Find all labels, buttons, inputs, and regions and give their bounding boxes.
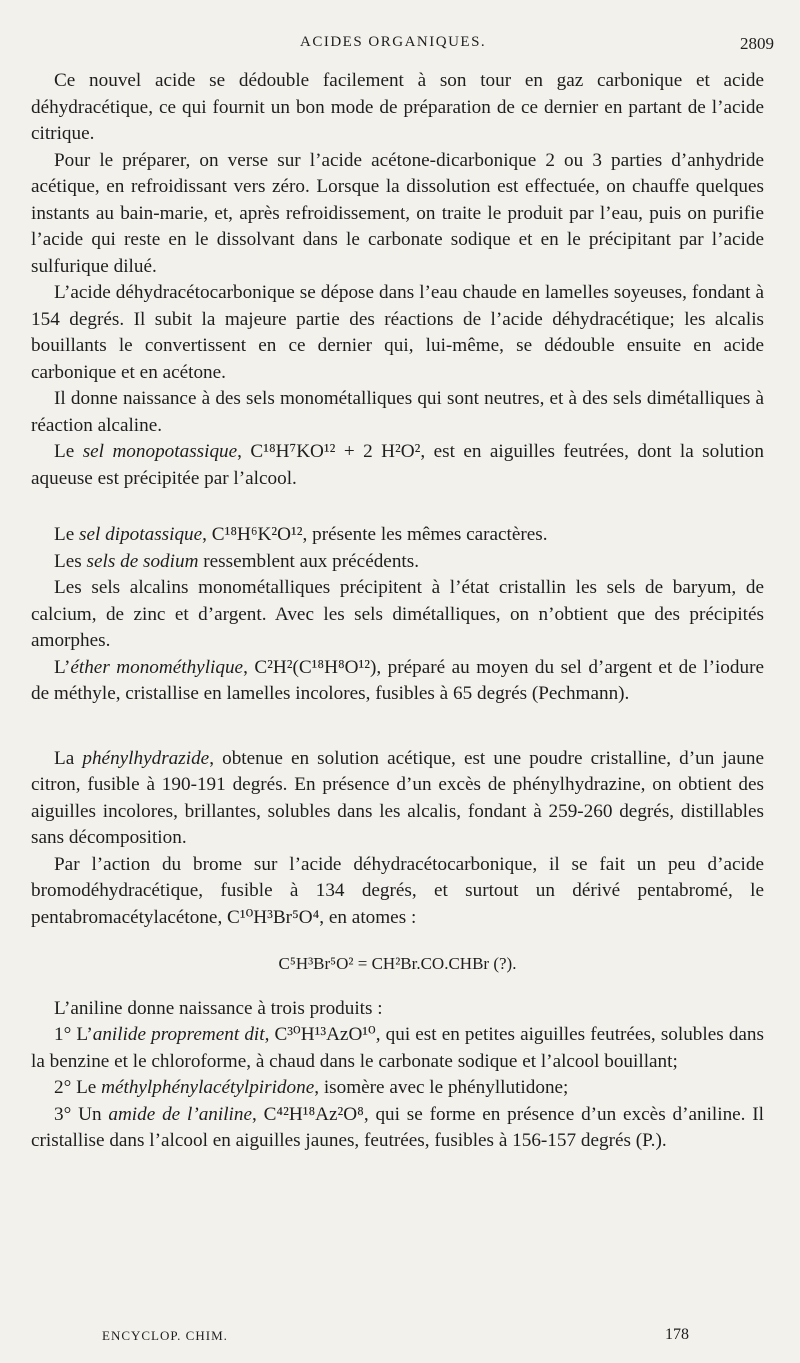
paragraph: Les sels alcalins monométalliques précipitent à l’état cristallin les sels de baryum, de calcium, de zinc et d’argent. Avec les sels dimétalliques, on n’obtient que des précipités amorphes. <box>31 577 764 651</box>
paragraph: L’acide déhydracétocarbonique se dépose dans l’eau chaude en lamelles soyeuses, fondant à 154 degrés. Il subit la majeure partie des réactions de l’acide déhydracétique; les alcalis bouillants le convertissent en ce dernier qui, lui-même, se dédouble ensuite en acide carbonique et en acétone. <box>31 282 764 383</box>
italic-term: sels de sodium <box>86 550 199 572</box>
paragraph: Par l’action du brome sur l’acide déhydracétocarbonique, il se fait un peu d’acide bromodéhydracétique, fusible à 134 degrés, et surtout un dérivé pentabromé, le pentabromacétylacétone, C¹⁰H³Br⁵O⁴, en atomes : <box>31 853 764 928</box>
text: ressemblent aux précédents. <box>198 550 420 572</box>
italic-term: anilide proprement dit <box>92 1024 265 1045</box>
paragraph <box>31 1022 764 1075</box>
text: 1° L’ <box>54 1024 93 1045</box>
paragraph <box>31 1102 764 1155</box>
footer-sheet-number: 178 <box>665 1326 689 1343</box>
text: , C¹⁸H⁷KO¹² + 2 H²O², est en aiguilles feutrées, dont la solution aqueuse est précipitée par l’alcool. <box>31 441 764 489</box>
paragraph <box>31 549 764 576</box>
italic-term: phénylhydrazide <box>82 747 210 769</box>
paragraph <box>31 746 764 852</box>
italic-term: amide de l’aniline <box>108 1103 253 1125</box>
page-number: 2809 <box>740 34 774 53</box>
text: Le <box>54 441 83 462</box>
italic-term: sel monopotassique <box>82 441 238 462</box>
chemical-formula: C⁵H³Br⁵O² = CH²Br.CO.CHBr (?). <box>278 954 517 973</box>
paragraph: Ce nouvel acide se dédouble facilement à son tour en gaz carbonique et acide déhydracétique, ce qui fournit un bon mode de préparation de ce dernier en partant de l’acide citrique. <box>31 70 764 144</box>
page-footer <box>0 1326 800 1350</box>
text: , C⁴²H¹⁸Az²O⁸, qui se forme en présence d’un excès d’aniline. Il cristallise dans l’alcool en aiguilles jaunes, feutrées, fusibles à 156-157 degrés (P.). <box>31 1103 765 1151</box>
text: , C²H²(C¹⁸H⁸O¹²), préparé au moyen du sel d’argent et de l’iodure de méthyle, cristallise en lamelles incolores, fusibles à 65 degrés (Pechmann). <box>31 656 764 704</box>
text: 2° Le <box>54 1077 102 1098</box>
italic-term: méthylphénylacétylpiridone <box>101 1077 315 1098</box>
body-text <box>31 68 764 1155</box>
paragraph: L’aniline donne naissance à trois produits : <box>54 997 383 1019</box>
italic-term: éther monométhylique <box>70 656 244 678</box>
paragraph: Il donne naissance à des sels monométalliques qui sont neutres, et à des sels dimétalliques à réaction alcaline. <box>31 388 764 436</box>
paragraph: Pour le préparer, on verse sur l’acide acétone-dicarbonique 2 ou 3 parties d’anhydride acétique, en refroidissant vers zéro. Lorsque la dissolution est effectuée, on chauffe quelques instants au bain-marie, et, après refroidissement, on traite le produit par l’eau, puis on purifie l’acide qui reste en le dissolvant dans le carbonate sodique et en le précipitant par l’acide sulfurique dilué. <box>31 149 764 277</box>
footer-signature: ENCYCLOP. CHIM. <box>102 1328 228 1343</box>
text: La <box>54 747 83 769</box>
text: 3° Un <box>54 1103 109 1125</box>
text: Le <box>54 524 80 545</box>
text: , C³⁰H¹³AzO¹⁰, qui est en petites aiguilles feutrées, solubles dans la benzine et le chloroforme, à chaud dans le carbonate sodique et l’alcool bouillant; <box>31 1024 764 1072</box>
paragraph <box>31 1075 764 1102</box>
text: Les <box>54 550 87 572</box>
italic-term: sel dipotassique <box>79 524 203 545</box>
text: , obtenue en solution acétique, est une poudre cristalline, d’un jaune citron, fusible à 190-191 degrés. En présence d’un excès de phénylhydrazine, on obtient des aiguilles incolores, brillantes, solubles dans les alcalis, fondant à 259-260 degrés, distillables sans décomposition. <box>31 747 764 848</box>
running-head <box>0 34 800 58</box>
paragraph <box>31 522 764 549</box>
text: , isomère avec le phényllutidone; <box>314 1077 569 1098</box>
text: , C¹⁸H⁶K²O¹², présente les mêmes caractères. <box>202 524 548 545</box>
paragraph <box>31 655 764 708</box>
text: L’ <box>54 656 71 678</box>
paragraph <box>31 439 764 492</box>
running-title: ACIDES ORGANIQUES. <box>300 34 487 50</box>
